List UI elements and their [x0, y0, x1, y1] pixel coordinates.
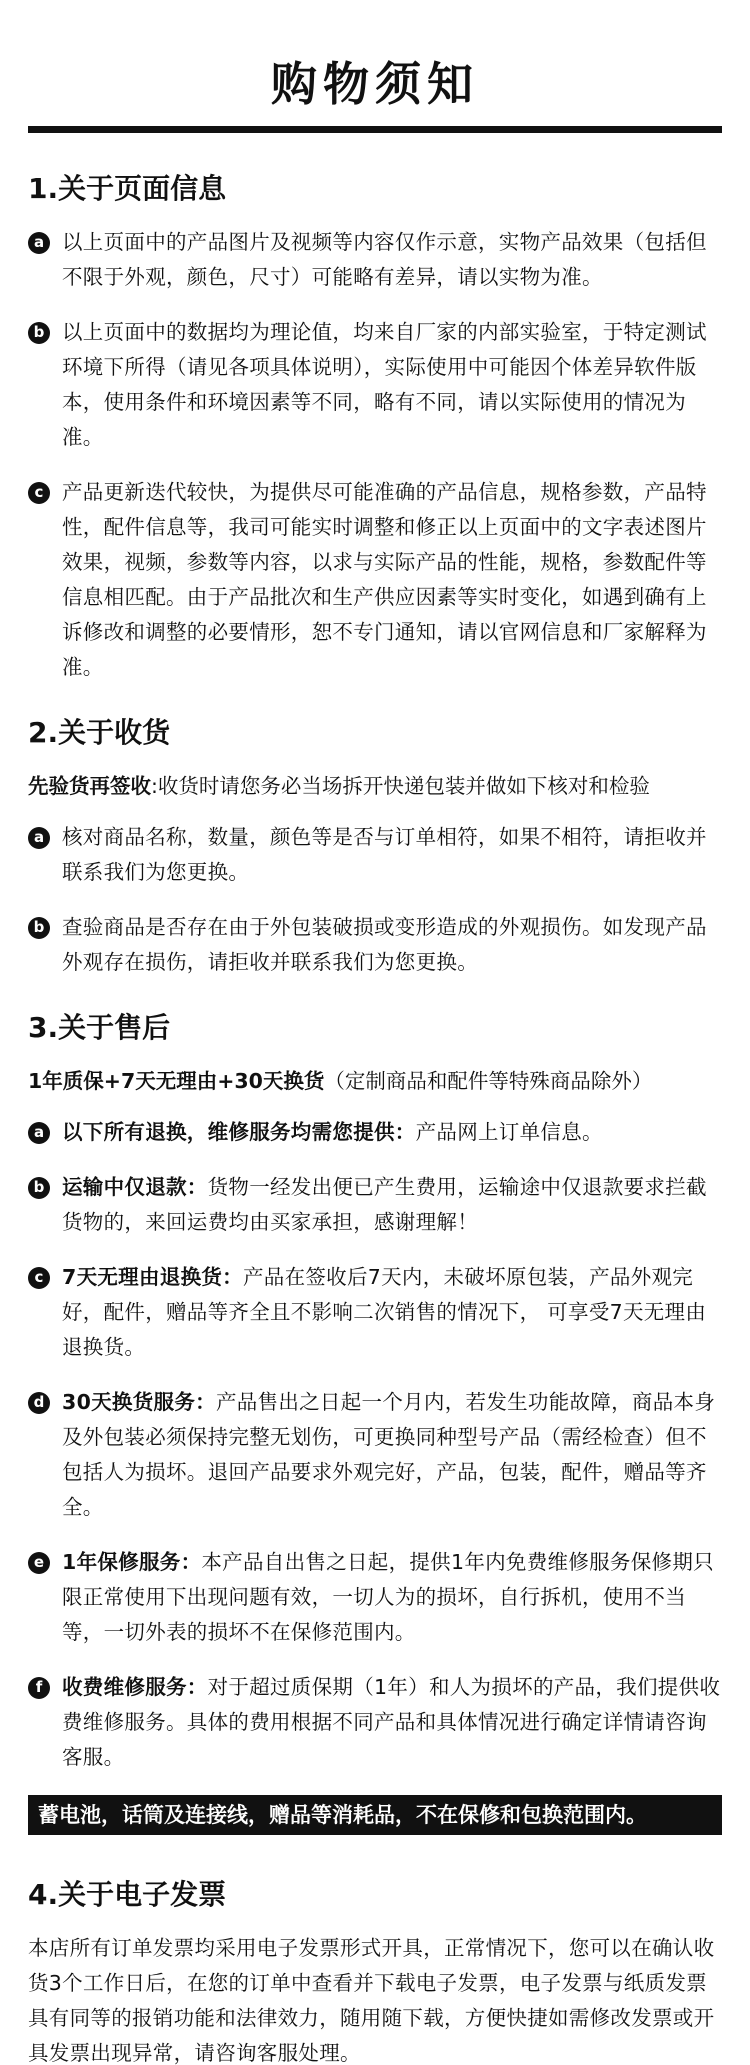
list-item — [28, 1545, 722, 1650]
badge-d-icon: d — [28, 1392, 50, 1414]
list-item — [28, 1115, 722, 1150]
list-item — [28, 225, 722, 295]
section-heading: 2.关于收货 — [28, 716, 171, 749]
list-item — [28, 475, 722, 685]
item-text — [62, 1670, 722, 1775]
item-text: 以上页面中的数据均为理论值，均来自厂家的内部实验室，于特定测试环境下所得（请见各项具体说明），实际使用中可能因个体差异软件版本，使用条件和环境因素等不同，略有不同，请以实际使用的情况为准。 — [62, 320, 707, 449]
item-text: 产品更新迭代较快，为提供尽可能准确的产品信息，规格参数，产品特性，配件信息等，我司可能实时调整和修正以上页面中的文字表述图片效果，视频，参数等内容，以求与实际产品的性能，规格，参数配件等信息相匹配。由于产品批次和生产供应因素等实时变化，如遇到确有上诉修改和调整的必要情形，恕不专门通知，请以官网信息和厂家解释为准。 — [62, 480, 707, 679]
item-text: 核对商品名称，数量，颜色等是否与订单相符，如果不相符，请拒收并联系我们为您更换。 — [62, 825, 707, 884]
item-text: 查验商品是否存在由于外包装破损或变形造成的外观损伤。如发现产品外观存在损伤，请拒收并联系我们为您更换。 — [62, 915, 707, 974]
list-item — [28, 820, 722, 890]
section-after-sales — [28, 1006, 722, 1835]
section-heading: 1.关于页面信息 — [28, 172, 227, 205]
title-divider — [28, 126, 722, 133]
section-heading: 4.关于电子发票 — [28, 1878, 227, 1911]
badge-c-icon: c — [28, 1267, 50, 1289]
list-item — [28, 1260, 722, 1365]
list-item — [28, 315, 722, 455]
badge-b-icon: b — [28, 322, 50, 344]
page-title: 购物须知 — [271, 57, 479, 111]
lead-text: （定制商品和配件等特殊商品除外） — [324, 1069, 653, 1093]
item-text — [62, 1385, 722, 1525]
badge-a-icon: a — [28, 827, 50, 849]
lead-bold: 1年质保+7天无理由+30天换货 — [28, 1069, 325, 1093]
item-text — [62, 1545, 722, 1650]
lead-text: :收货时请您务必当场拆开快递包装并做如下核对和检验 — [151, 774, 650, 798]
section-lead — [28, 1064, 722, 1099]
item-body: 货物一经发出便已产生费用，运输途中仅退款要求拦截货物的，来回运费均由买家承担，感谢理解！ — [62, 1175, 707, 1234]
item-label: 1年保修服务： — [62, 1550, 202, 1574]
badge-a-icon: a — [28, 232, 50, 254]
item-label: 收费维修服务： — [62, 1675, 208, 1699]
item-body: 产品售出之日起一个月内，若发生功能故障，商品本身及外包装必须保持完整无划伤，可更换同种型号产品（需经检查）但不包括人为损坏。退回产品要求外观完好，产品，包装，配件，赠品等齐全。 — [62, 1390, 716, 1519]
section-page-info — [28, 167, 722, 685]
item-body: 对于超过质保期（1年）和人为损坏的产品，我们提供收费维修服务。具体的费用根据不同产品和具体情况进行确定详情请咨询客服。 — [62, 1675, 721, 1769]
section-heading: 3.关于售后 — [28, 1011, 171, 1044]
item-body: 产品在签收后7天内，未破坏原包装，产品外观完好，配件，赠品等齐全且不影响二次销售的情况下， 可享受7天无理由退换货。 — [62, 1265, 707, 1359]
invoice-paragraph: 本店所有订单发票均采用电子发票形式开具，正常情况下，您可以在确认收货3个工作日后，在您的订单中查看并下载电子发票，电子发票与纸质发票具有同等的报销功能和法律效力，随用随下载，方便快捷如需修改发票或开具发票出现异常，请咨询客服处理。 — [28, 1936, 715, 2065]
section-lead — [28, 769, 722, 804]
section-e-invoice — [28, 1873, 722, 2065]
item-label: 7天无理由退换货： — [62, 1265, 243, 1289]
item-text — [62, 1115, 603, 1150]
list-item — [28, 1385, 722, 1525]
list-item — [28, 1670, 722, 1775]
badge-c-icon: c — [28, 482, 50, 504]
item-label: 30天换货服务： — [62, 1390, 216, 1414]
item-text — [62, 1170, 722, 1240]
badge-b-icon: b — [28, 1177, 50, 1199]
item-body: 产品网上订单信息。 — [415, 1120, 603, 1144]
item-text: 以上页面中的产品图片及视频等内容仅作示意，实物产品效果（包括但不限于外观，颜色，尺寸）可能略有差异，请以实物为准。 — [62, 230, 707, 289]
badge-b-icon: b — [28, 917, 50, 939]
item-body: 本产品自出售之日起，提供1年内免费维修服务保修期只限正常使用下出现问题有效，一切人为的损坏，自行拆机，使用不当等，一切外表的损坏不在保修范围内。 — [62, 1550, 714, 1644]
lead-bold: 先验货再签收 — [28, 774, 151, 798]
badge-e-icon: e — [28, 1552, 50, 1574]
item-label: 运输中仅退款： — [62, 1175, 208, 1199]
item-text — [62, 1260, 722, 1365]
list-item — [28, 1170, 722, 1240]
list-item — [28, 910, 722, 980]
badge-a-icon: a — [28, 1122, 50, 1144]
section-receiving — [28, 711, 722, 980]
badge-f-icon: f — [28, 1677, 50, 1699]
item-label: 以下所有退换，维修服务均需您提供： — [62, 1120, 416, 1144]
exclusion-notice-banner: 蓄电池，话筒及连接线，赠品等消耗品，不在保修和包换范围内。 — [28, 1795, 722, 1835]
